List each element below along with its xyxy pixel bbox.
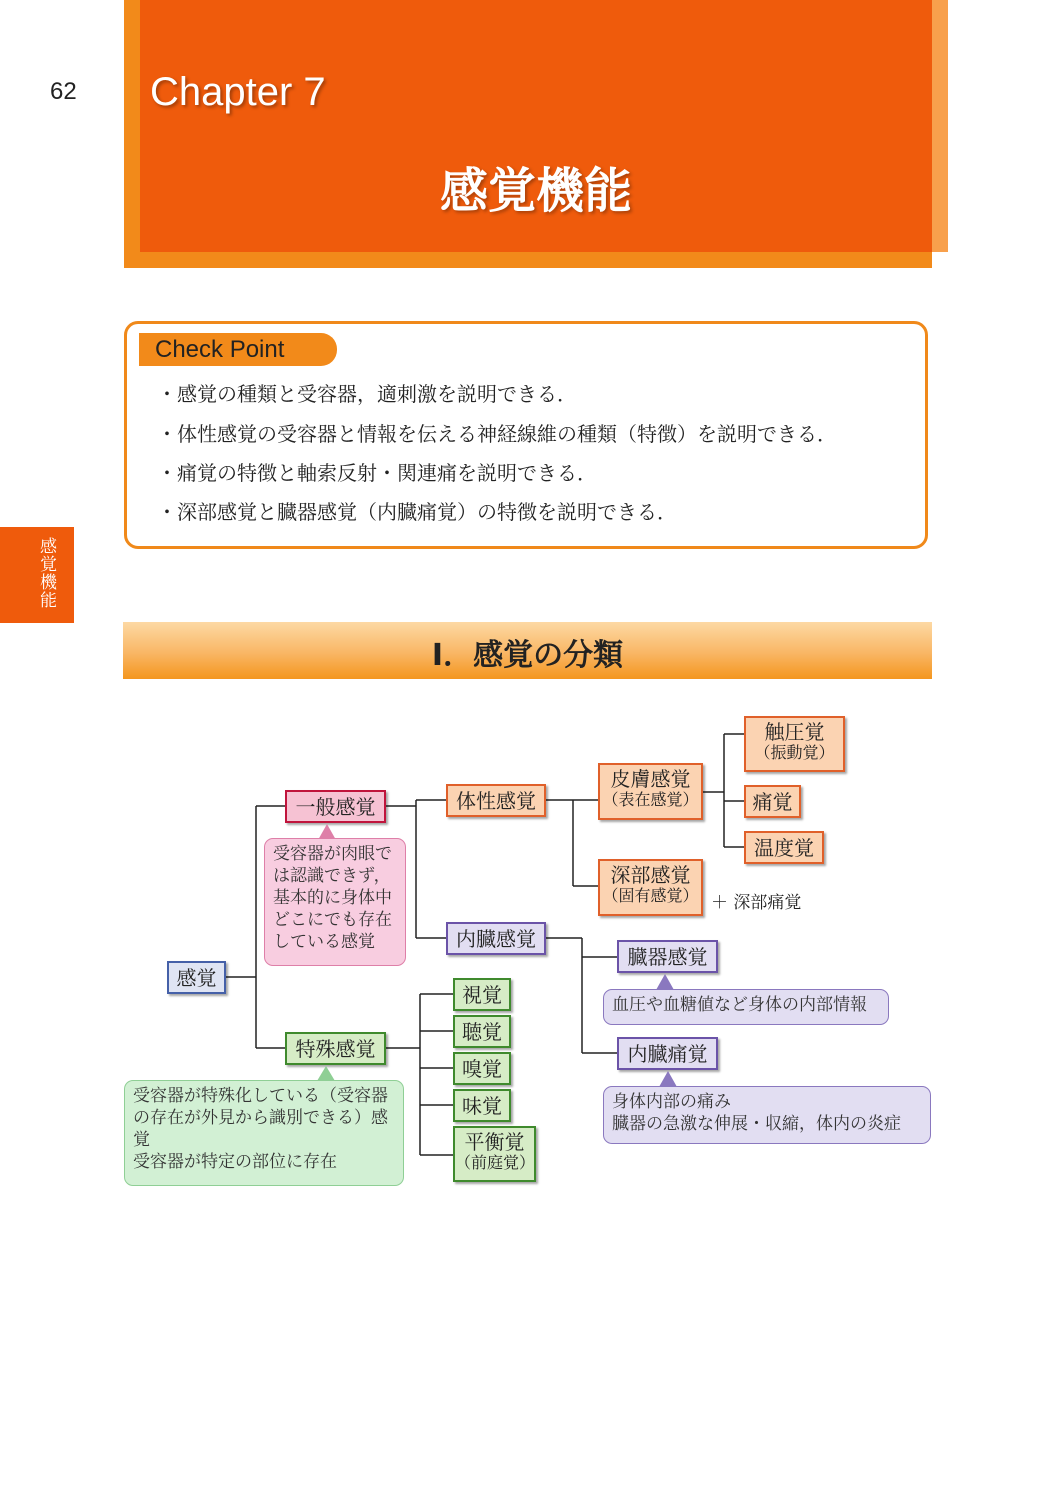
special-sensation-note [124, 1080, 404, 1186]
deep-pain-label: ＋ 深部痛覚 [711, 893, 802, 913]
node-visceral-sensation: 内臓感覚 [446, 922, 546, 955]
node-skin-sensation [598, 763, 703, 820]
node-sensation: 感覚 [167, 961, 226, 994]
node-temperature: 温度覚 [744, 831, 824, 864]
node-visceral-pain: 内臓痛覚 [617, 1037, 718, 1070]
check-point-item: ・深部感覚と臓器感覚（内臓痛覚）の特徴を説明できる． [157, 500, 677, 524]
node-vision: 視覚 [453, 978, 511, 1011]
special-note-line-2: 受容器が特定の部位に存在 [133, 1152, 337, 1173]
node-balance-sub: （前庭覚） [455, 1153, 536, 1172]
node-balance [453, 1126, 536, 1182]
node-touch-pressure-label: 触圧覚 [764, 720, 825, 744]
organ-note-tail [656, 974, 674, 990]
check-point-item: ・体性感覚の受容器と情報を伝える神経線維の種類（特徴）を説明できる． [157, 422, 837, 446]
node-special-sensation: 特殊感覚 [285, 1032, 386, 1065]
special-note-line-1: 受容器が特殊化している（受容器の存在が外見から識別できる）感覚 [133, 1086, 388, 1151]
node-deep-sensation-label: 深部感覚 [610, 863, 691, 887]
node-somatic-sensation: 体性感覚 [446, 784, 546, 817]
organ-sensation-note: 血圧や血糖値など身体の内部情報 [603, 989, 889, 1025]
node-skin-sensation-label: 皮膚感覚 [610, 767, 691, 791]
node-touch-pressure [744, 716, 845, 772]
check-point-item: ・痛覚の特徴と軸索反射・関連痛を説明できる． [157, 461, 597, 485]
visceral-pain-note-line-1: 身体内部の痛み [612, 1092, 731, 1112]
node-deep-sensation-sub: （固有感覚） [602, 886, 699, 905]
visceral-pain-note [603, 1086, 931, 1144]
node-balance-label: 平衡覚 [464, 1130, 525, 1154]
node-skin-sensation-sub: （表在感覚） [602, 790, 699, 809]
check-point-title: Check Point [139, 333, 337, 366]
general-sensation-note: 受容器が肉眼では認識できず，基本的に身体中どこにでも存在している感覚 [264, 838, 406, 966]
node-touch-pressure-sub: （振動覚） [754, 743, 835, 762]
node-general-sensation: 一般感覚 [285, 790, 386, 823]
chapter-label: Chapter 7 [150, 70, 326, 114]
node-smell: 嗅覚 [453, 1052, 511, 1085]
chapter-title: 感覚機能 [439, 163, 632, 219]
node-pain: 痛覚 [744, 785, 801, 818]
special-note-tail [317, 1066, 335, 1081]
check-point-item: ・感覚の種類と受容器，適刺激を説明できる． [157, 382, 577, 406]
section-title: Ⅰ．感覚の分類 [431, 638, 624, 673]
node-deep-sensation [598, 859, 703, 916]
visceral-pain-note-tail [659, 1071, 677, 1087]
node-taste: 味覚 [453, 1089, 511, 1122]
page-number: 62 [50, 78, 77, 105]
visceral-pain-note-line-2: 臓器の急激な伸展・収縮，体内の炎症 [612, 1114, 901, 1135]
node-hearing: 聴覚 [453, 1015, 511, 1048]
side-tab-label: 感覚機能 [36, 537, 56, 609]
node-organ-sensation: 臓器感覚 [617, 940, 718, 973]
